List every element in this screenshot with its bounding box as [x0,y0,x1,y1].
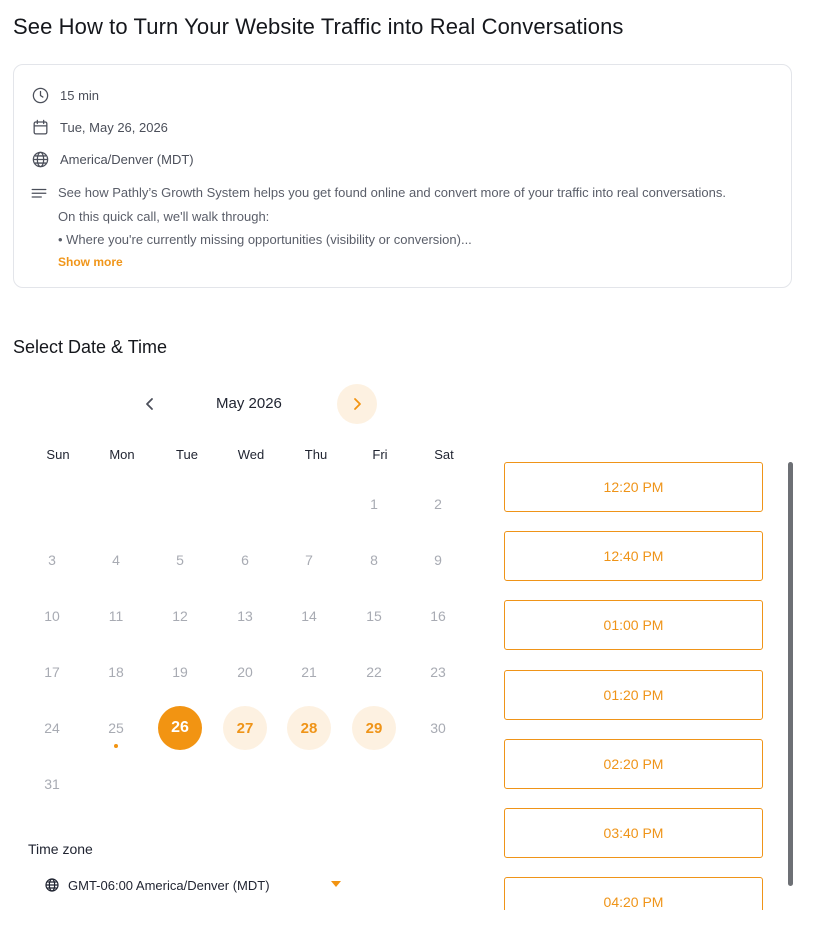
calendar-day: 4 [112,552,120,568]
calendar-day-available[interactable]: 28 [287,706,331,750]
weekday-label: Wed [237,447,265,462]
weekday-label: Mon [109,447,135,462]
calendar-day: 17 [44,664,60,680]
description-line: See how Pathly’s Growth System helps you get found online and convert more of your traffic into real conversations. [58,185,726,200]
show-more-link[interactable]: Show more [58,255,123,269]
calendar-day: 3 [48,552,56,568]
calendar-icon [30,117,50,137]
description-line: On this quick call, we'll walk through: [58,208,270,224]
time-slot-button[interactable]: 02:20 PM [504,739,763,789]
date-row [30,117,168,137]
month-label: May 2026 [216,395,282,412]
description-lines-icon [30,185,48,203]
duration-row [30,85,99,105]
calendar-day: 1 [370,496,378,512]
time-slot-scrollbar[interactable] [788,462,793,886]
event-details-card [13,64,792,288]
section-title: Select Date & Time [13,337,168,357]
chevron-right-icon [349,396,365,412]
calendar-day: 8 [370,552,378,568]
today-indicator-dot [114,744,118,748]
description-line: • Where you're currently missing opportunities (visibility or conversion)... [58,232,472,247]
time-slot-list[interactable] [504,462,763,910]
calendar-navigation [130,384,380,424]
calendar-day: 14 [301,608,317,624]
weekday-label: Tue [176,447,198,462]
calendar-day: 13 [237,608,253,624]
weekday-label: Sat [434,447,454,462]
calendar-day: 11 [108,608,124,624]
timezone-row [30,149,194,169]
calendar-day: 5 [176,552,184,568]
time-slot-button[interactable]: 01:00 PM [504,600,763,650]
timezone-select[interactable] [38,871,358,899]
timezone-label: Time zone [28,841,93,857]
time-slot-button[interactable]: 03:40 PM [504,808,763,858]
globe-icon [44,877,60,893]
timezone-value: GMT-06:00 America/Denver (MDT) [68,877,270,893]
calendar-day: 18 [108,664,124,680]
calendar-day: 24 [44,720,60,736]
calendar-day: 16 [430,608,446,624]
calendar-day: 7 [305,552,313,568]
time-slot-button[interactable]: 12:40 PM [504,531,763,581]
weekday-label: Sun [46,447,70,462]
caret-down-icon [331,881,341,887]
chevron-left-icon [142,396,158,412]
calendar-day: 12 [172,608,188,624]
time-slot-button[interactable]: 12:20 PM [504,462,763,512]
calendar-day: 30 [430,720,446,736]
calendar-day-available[interactable]: 27 [223,706,267,750]
calendar-day: 10 [44,608,60,624]
timezone-text: America/Denver (MDT) [60,151,194,167]
calendar-day: 2 [434,496,442,512]
calendar-day-available[interactable]: 29 [352,706,396,750]
globe-icon [30,149,50,169]
clock-icon [30,85,50,105]
calendar-day: 21 [301,664,317,680]
time-slot-button[interactable]: 01:20 PM [504,670,763,720]
calendar-day: 15 [366,608,382,624]
page-title: See How to Turn Your Website Traffic into Real Conversations [13,14,624,39]
duration-text: 15 min [60,87,100,103]
previous-month-button[interactable] [138,392,162,416]
calendar-day: 25 [94,706,138,750]
time-slot-button[interactable]: 04:20 PM [504,877,763,910]
calendar-day: 19 [172,664,188,680]
calendar-day: 20 [237,664,253,680]
calendar-day: 9 [434,552,442,568]
weekday-label: Thu [304,447,328,462]
calendar-day-selected[interactable]: 26 [158,706,202,750]
next-month-button[interactable] [337,384,377,424]
calendar-day: 31 [44,776,60,792]
weekday-label: Fri [372,447,388,462]
date-text: Tue, May 26, 2026 [60,119,168,135]
calendar-day: 22 [366,664,382,680]
calendar-day: 6 [241,552,249,568]
calendar-day: 23 [430,664,446,680]
